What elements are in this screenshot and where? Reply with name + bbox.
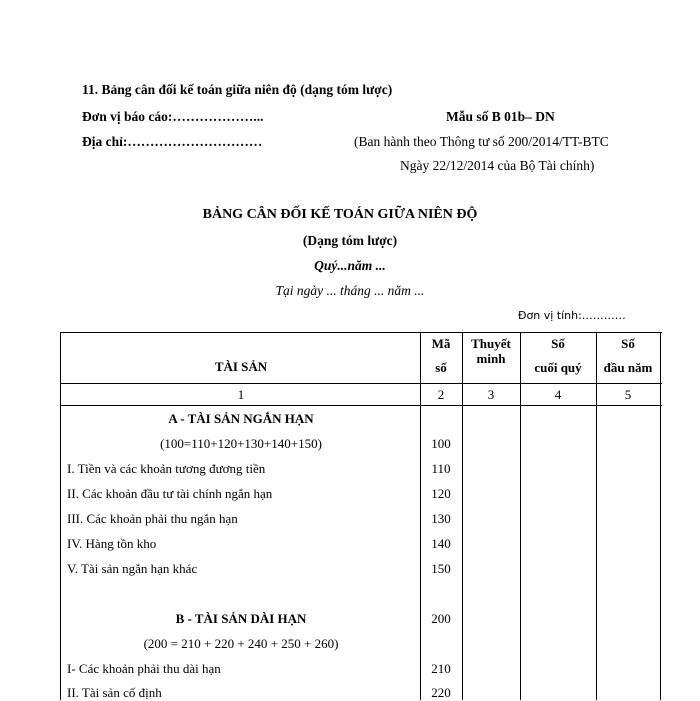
issued-date-text: Ngày 22/12/2014 của Bộ Tài chính): [400, 158, 595, 173]
column-number: 3: [487, 387, 495, 402]
table-top-border: [60, 332, 662, 333]
header-end-line2: cuối quý: [534, 360, 582, 375]
table-row-label: II. Các khoản đầu tư tài chính ngắn hạn: [67, 486, 273, 501]
header-bottom-border: [60, 383, 662, 384]
table-right-border: [660, 332, 661, 700]
reporting-unit-line: Đơn vị báo cáo:………………...: [82, 109, 264, 124]
column-number: 1: [237, 387, 245, 402]
header-assets: TÀI SẢN: [214, 359, 268, 374]
table-row-code: 220: [431, 685, 451, 700]
table-row-label: IV. Hàng tồn kho: [67, 536, 157, 551]
header-code-line1: Mã: [431, 336, 451, 351]
table-row-label: B - TÀI SẢN DÀI HẠN: [175, 611, 307, 626]
table-row-label: A - TÀI SẢN NGẮN HẠN: [168, 411, 314, 426]
table-row-label: (100=110+120+130+140+150): [160, 436, 322, 451]
currency-unit: Đơn vị tính:…………: [518, 309, 626, 322]
header-note-line1: Thuyết: [471, 336, 511, 351]
form-number: Mẫu số B 01b– DN: [446, 109, 555, 124]
column-number: 5: [624, 387, 632, 402]
document-title: BẢNG CÂN ĐỐI KẾ TOÁN GIỮA NIÊN ĐỘ: [202, 207, 478, 222]
table-row-code: 200: [431, 611, 451, 626]
table-row-label: V. Tài sản ngắn hạn khác: [67, 561, 198, 576]
column-number: 4: [554, 387, 562, 402]
header-begin-line2: đầu năm: [603, 360, 653, 375]
address-line: Địa chỉ:…………………………: [82, 134, 263, 149]
table-row-code: 110: [431, 461, 451, 476]
table-row-code: 210: [431, 661, 451, 676]
table-row-label: I. Tiền và các khoản tương đương tiền: [67, 461, 266, 476]
table-row-label: (200 = 210 + 220 + 240 + 250 + 260): [143, 636, 339, 651]
table-row-code: 120: [431, 486, 451, 501]
table-row-code: 130: [431, 511, 451, 526]
table-row-code: 150: [431, 561, 451, 576]
table-left-border: [60, 332, 61, 700]
table-row-label: II. Tài sản cố định: [67, 685, 162, 700]
header-begin-line1: Số: [621, 336, 635, 351]
table-row-code: 100: [431, 436, 451, 451]
document-date: Tại ngày ... tháng ... năm ...: [275, 283, 425, 298]
header-note-line2: minh: [476, 351, 506, 366]
table-row-label: I- Các khoản phải thu dài hạn: [67, 661, 221, 676]
issued-by-text: (Ban hành theo Thông tư số 200/2014/TT-BTC: [354, 134, 609, 149]
column-number-bottom-border: [60, 405, 662, 406]
header-end-line1: Số: [551, 336, 565, 351]
document-subtitle: (Dạng tóm lược): [302, 233, 398, 248]
section-heading: 11. Bảng cân đối kế toán giữa niên độ (dạng tóm lược): [82, 82, 393, 97]
table-row-label: III. Các khoản phải thu ngắn hạn: [67, 511, 238, 526]
document-quarter: Quý...năm ...: [314, 258, 386, 273]
table-row-code: 140: [431, 536, 451, 551]
header-code-line2: số: [435, 360, 447, 375]
column-number: 2: [437, 387, 445, 402]
